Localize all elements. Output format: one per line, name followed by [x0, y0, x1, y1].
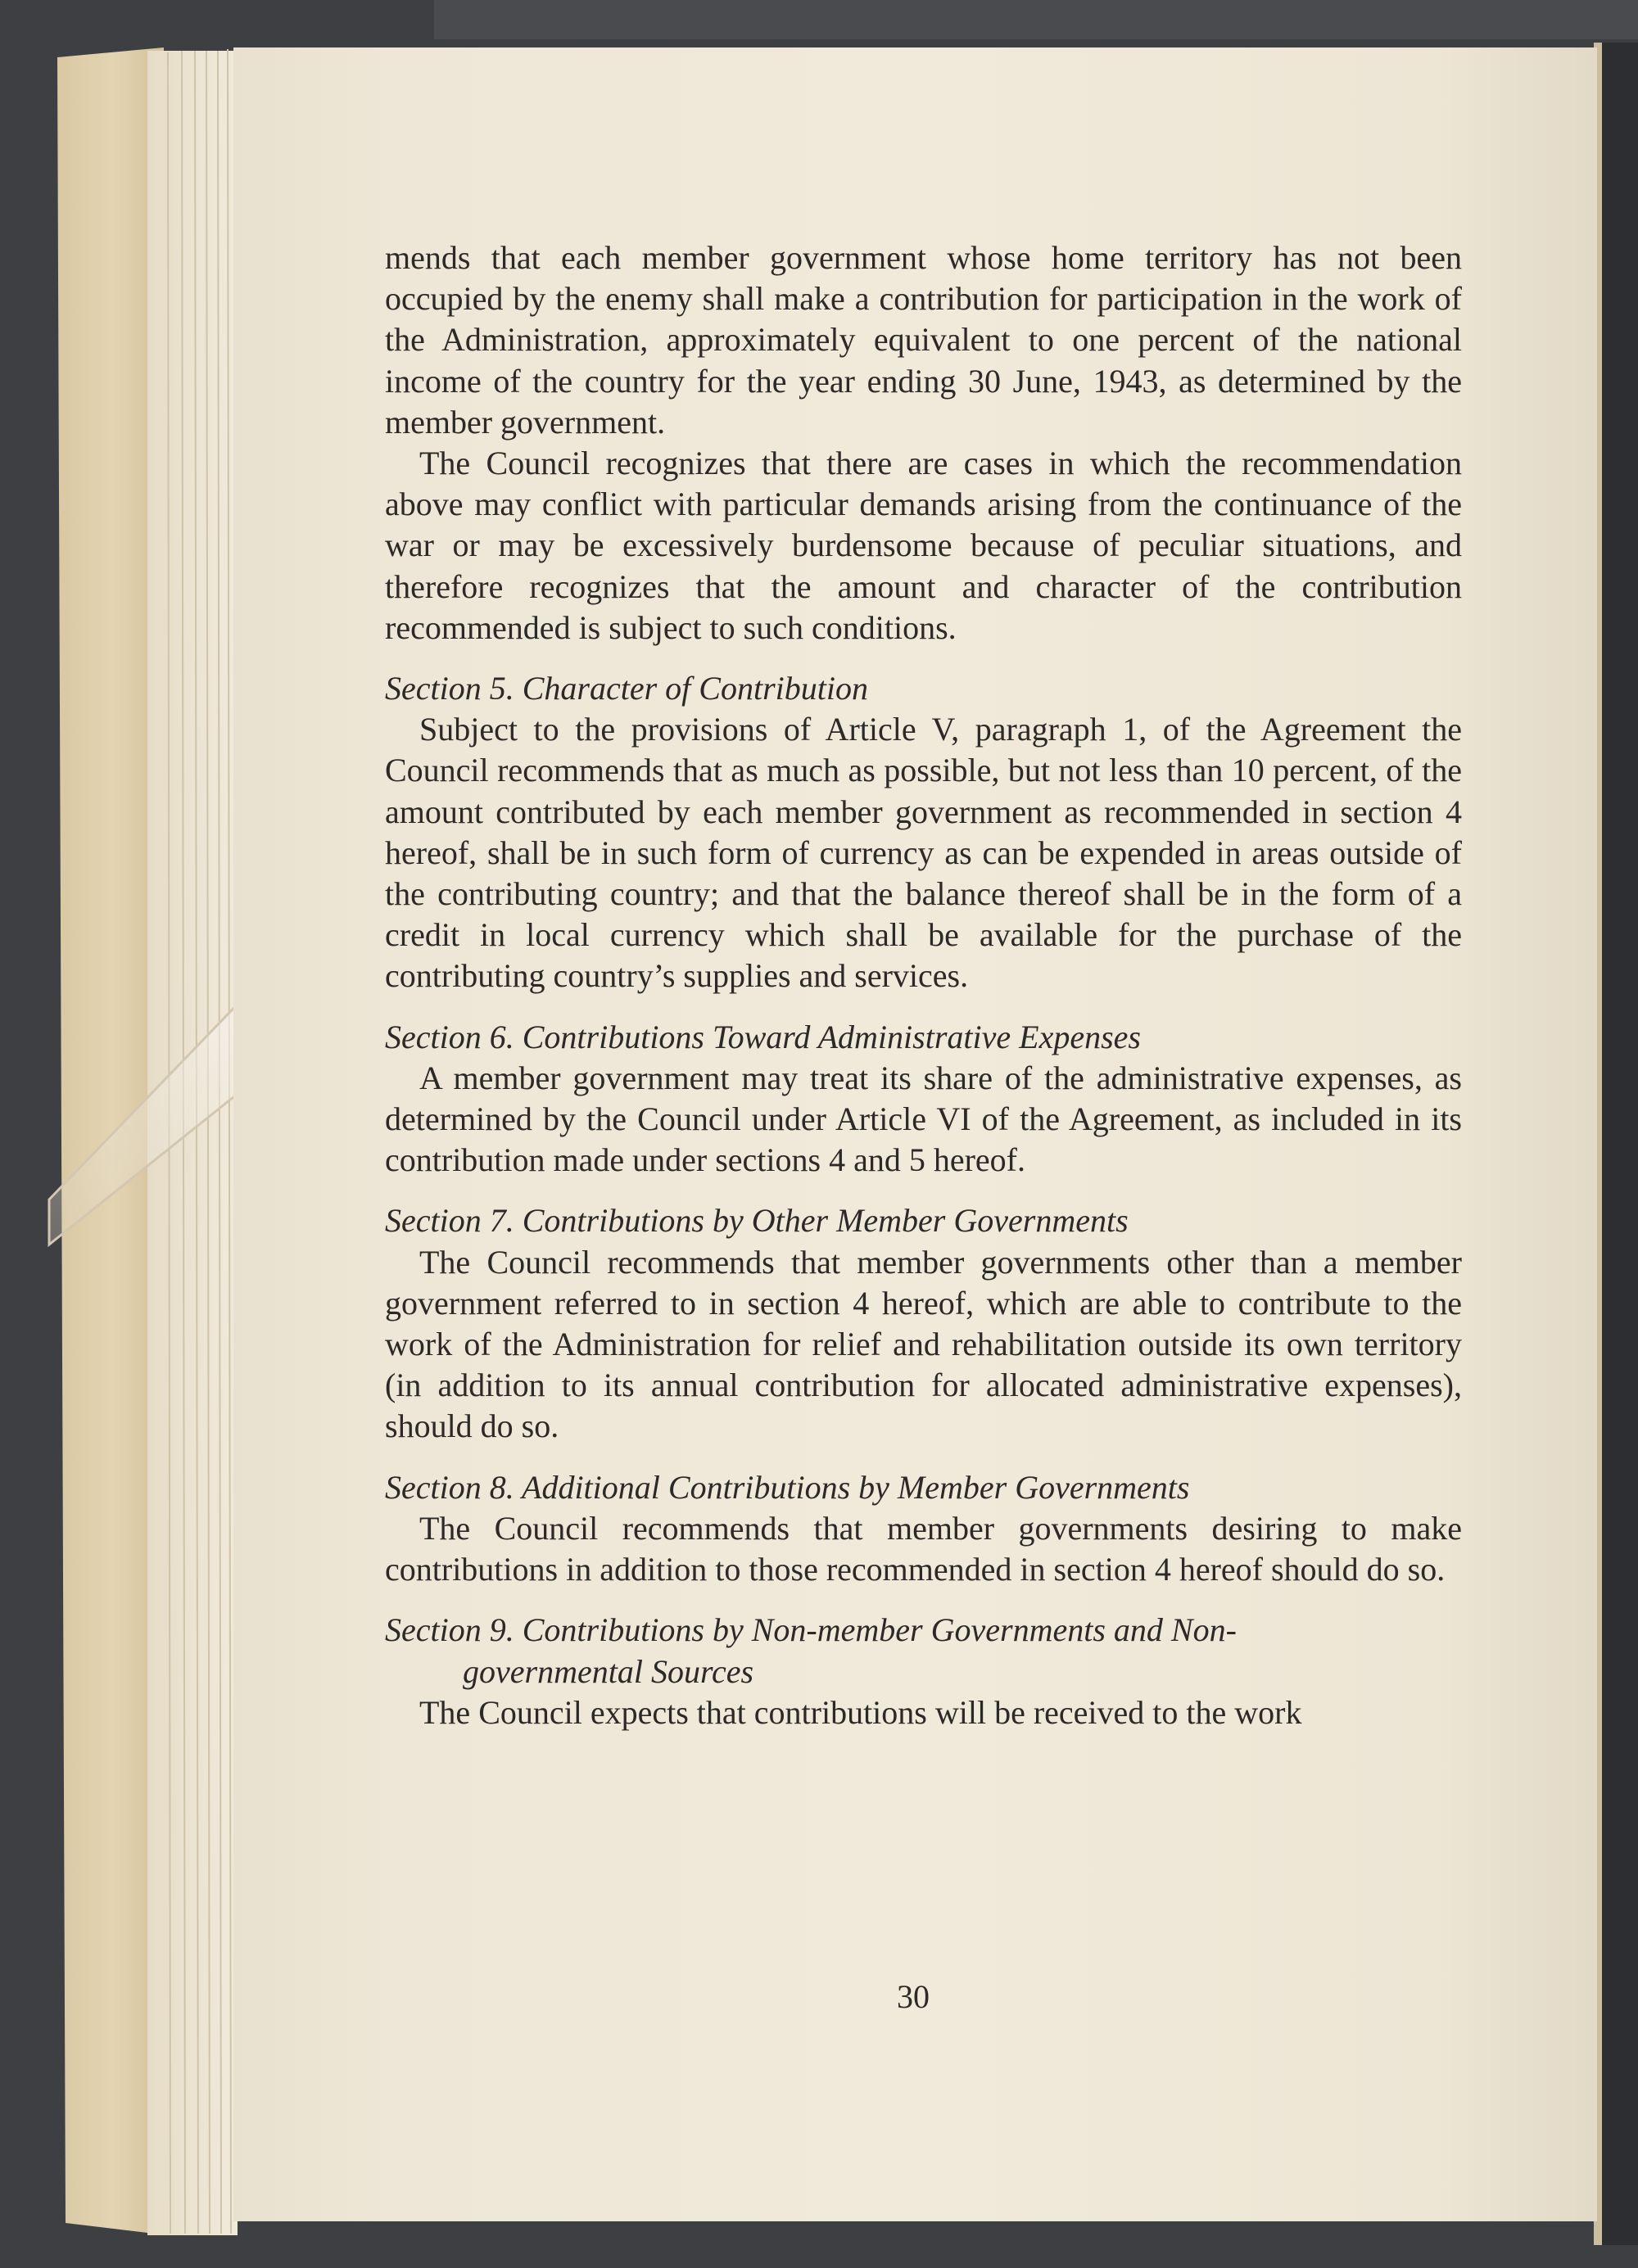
section-body: The Council recommends that member governments desiring to make contributions in addition to those recommended in section 4 hereof should do so. [385, 1509, 1462, 1588]
section-body: The Council expects that contributions will be received to the work [419, 1693, 1302, 1731]
section-8 [385, 1467, 1462, 1591]
section-body: The Council recommends that member governments other than a member government referred to in section 4 hereof, which are able to contribute to the work of the Administration for relief and rehabilitation outside its own territory (in addition to its annual contribution for allocated administrative expenses), should do so. [385, 1243, 1462, 1445]
section-heading: Section 6. Contributions Toward Administrative Expenses [385, 1018, 1141, 1055]
section-heading-line-2: governmental Sources [463, 1652, 754, 1690]
section-heading: Section 7. Contributions by Other Member Governments [385, 1202, 1129, 1240]
opening-paragraph-2: The Council recognizes that there are cases in which the recommendation above may conflict with particular demands arising from the continuance of the war or may be excessively burdensome because of peculiar situations, and therefore recognizes that the amount and character of the contribution recommended is subject to such conditions. [385, 445, 1462, 646]
section-7 [385, 1200, 1462, 1447]
section-heading [385, 1610, 1462, 1692]
section-6 [385, 1017, 1462, 1181]
page-text [385, 237, 1462, 1733]
opening-paragraph-1: mends that each member government whose home territory has not been occupied by the enemy shall make a contribution for participation in the work of the Administration, approximately equivalent to one percent of the national income of the country for the year ending 30 June, 1943, as determined by the member government. [385, 239, 1462, 440]
section-body: A member government may treat its share of the administrative expenses, as determined by the Council under Article VI of the Agreement, as included in its contribution made under sections 4 and 5 hereof. [385, 1059, 1462, 1179]
section-body: Subject to the provisions of Article V, paragraph 1, of the Agreement the Council recommends that as much as possible, but not less than 10 percent, of the amount contributed by each member government as recommended in section 4 hereof, shall be in such form of currency as can be expended in areas outside of the contributing country; and that the balance thereof shall be in the form of a credit in local currency which shall be available for the purchase of the contributing country’s supplies and services. [385, 711, 1462, 995]
section-heading-line-1: Section 9. Contributions by Non-member Governments and Non- [385, 1611, 1237, 1649]
section-5 [385, 668, 1462, 997]
section-heading: Section 5. Character of Contribution [385, 670, 868, 707]
page-number: 30 [897, 1978, 930, 2015]
section-9 [385, 1610, 1462, 1733]
section-heading: Section 8. Additional Contributions by Member Governments [385, 1468, 1190, 1506]
